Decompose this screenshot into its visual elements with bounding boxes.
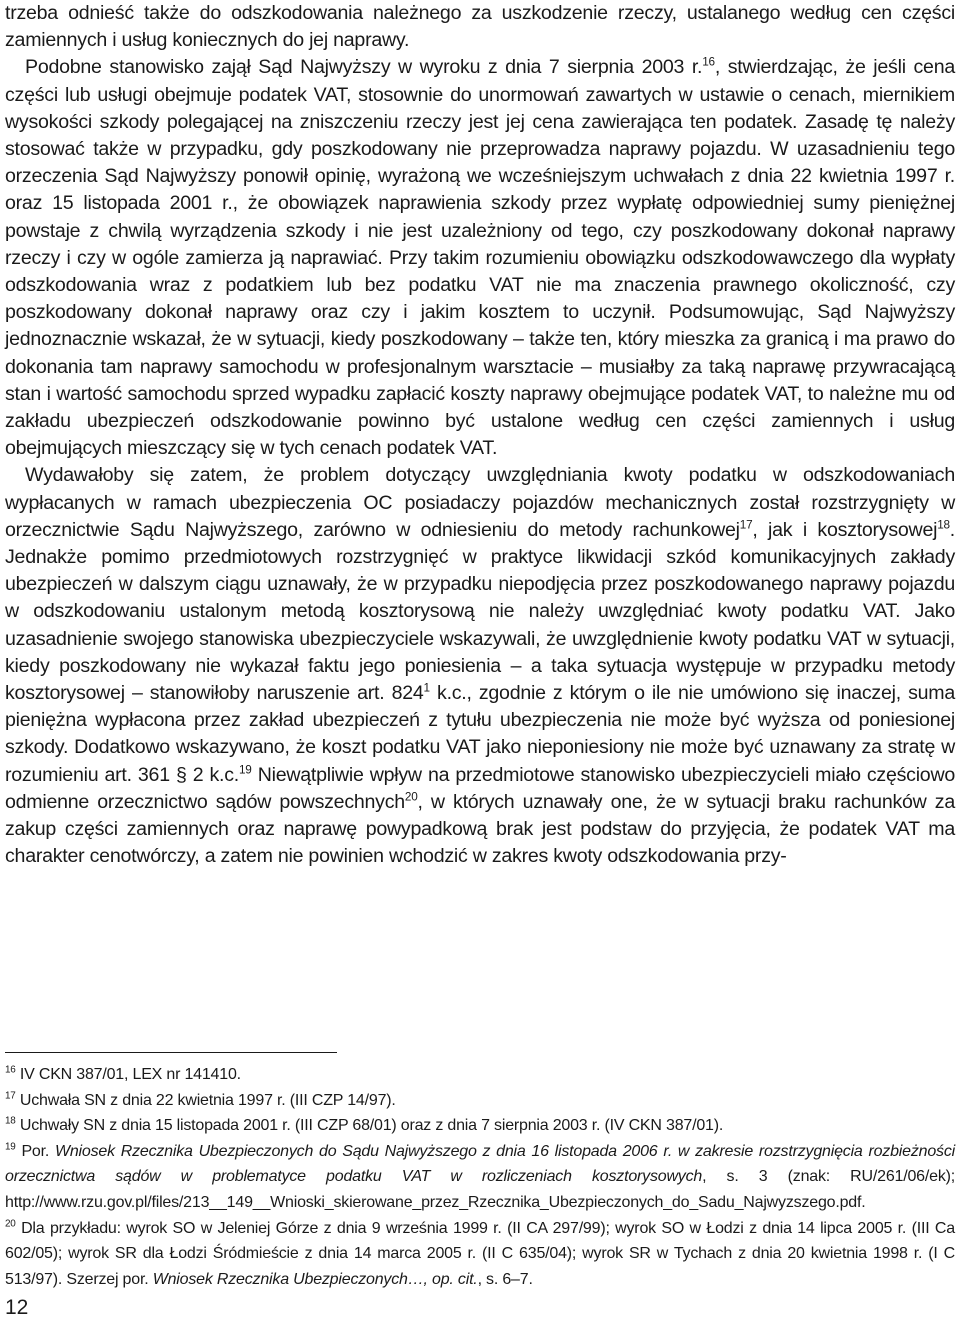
footnote-text: Dla przykładu: wyrok SO w Jeleniej Górze z dnia 9 września 1999 r. (II CA 297/99); wyrok SO w Łodzi z dnia 14 lipca 2005 r. (III Ca 602/05); wyrok SR dla Łodzi Śródmieście z dnia 14 marca 2005 r. (II C 635/04); wyrok SR w Tychach z dnia 20 kwietnia 1998 r. (I C 513/97). Szerzej por. — [5, 1219, 955, 1288]
main-text — [5, 0, 955, 871]
footnote-ref-18[interactable]: 18 — [937, 518, 950, 532]
paragraph-text: , jak i kosztorysowej — [752, 518, 938, 541]
footnote-text: Uchwały SN z dnia 15 listopada 2001 r. (III CZP 68/01) oraz z dnia 7 sierpnia 2003 r. (IV CKN 387/01). — [19, 1117, 724, 1135]
page-number: 12 — [5, 1296, 29, 1319]
footnote-19 — [5, 1139, 955, 1216]
footnote-number: 19 — [5, 1141, 16, 1153]
paragraph-1 — [5, 0, 955, 54]
paragraph-text: k.c., zgodnie z którym o ile nie umówiono się inaczej, suma pieniężna wypłacona przez zakład ubezpieczeń z tytułu ubezpieczenia nie może być wyższa od poniesionej szkody. Dodatkowo wskazywano, że koszt podatku VAT jako nieponiesiony nie może być uznawany za stratę w rozumieniu art. 361 § 2 k.c. — [5, 682, 955, 786]
article-superscript: 1 — [423, 681, 430, 695]
footnote-20 — [5, 1216, 955, 1293]
footnote-text: IV CKN 387/01, LEX nr 141410. — [19, 1066, 241, 1083]
paragraph-3 — [5, 462, 955, 870]
paragraph-text: trzeba odnieść także do odszkodowania należnego za uszkodzenie rzeczy, ustalanego według cen części zamiennych i usług koniecznych do jej naprawy. — [5, 2, 955, 52]
paragraph-2 — [5, 54, 955, 462]
footnote-18 — [5, 1113, 955, 1139]
footnote-title-italic: Wniosek Rzecznika Ubezpieczonych do Sądu Najwyższego z dnia 16 listopada 2006 r. w zakresie rozstrzygnięcia rozbieżności orzecznictwa sądów w problematyce podatku VAT w rozliczeniach kosztorysowych — [5, 1142, 955, 1186]
footnote-16 — [5, 1062, 955, 1088]
footnotes — [5, 1062, 955, 1292]
paragraph-text: , stwierdzając, że jeśli cena części lub usługi obejmuje podatek VAT, stosownie do unormowań zawartych w ustawie o cenach, miernikiem wysokości szkody polegającej na zniszczeniu rzeczy jest jej cena zawierająca ten podatek. Zasadę tę należy stosować także w przypadku, gdy poszkodowany nie przeprowadza naprawy pojazdu. W uzasadnieniu tego orzeczenia Sąd Najwyższy ponowił opinię, wyrażoną we wcześniejszym uchwałach z dnia 22 kwietnia 1997 r. oraz 15 listopada 2001 r., że obowiązek naprawienia szkody przez wypłatę odpowiedniej sumy pieniężnej powstaje z chwilą wyrządzenia szkody i nie jest uzależniony od tego, czy poszkodowany dokonał naprawy rzeczy i czy w ogóle zamierza ją naprawiać. Przy takim rozumieniu obowiązku odszkodowawczego dla wypłaty odszkodowania wraz z podatkiem lub bez podatku VAT nie ma znaczenia prawnego okoliczność, czy poszkodowany dokonał naprawy oraz czy i jakim kosztem to uczynił. Podsumowując, Sąd Najwyższy jednoznacznie wskazał, że w sytuacji, kiedy poszkodowany – także ten, który mieszka za granicą i ma prawo do dokonania tam naprawy samochodu w profesjonalnym warsztacie – musiałby za taką naprawę przywracającą stan i wartość samochodu sprzed wypadku zapłacić koszty naprawy obejmujące podatek VAT, to należne mu od zakładu ubezpieczeń odszkodowanie powinno być ustalone według cen części zamiennych i usług obejmujących mieszczący się w tych cenach podatek VAT. — [5, 56, 955, 460]
page-body — [5, 0, 955, 871]
paragraph-text: , w których uznawały one, że w sytuacji braku rachunków za zakup części zamiennych oraz naprawę powypadkową brak jest podstaw do przyjęcia, że podatek VAT ma charakter cenotwórczy, a zatem nie powinien wchodzić w zakres kwoty odszkodowania przy- — [5, 790, 955, 868]
footnote-text: , s. 6–7. — [477, 1270, 533, 1288]
paragraph-text: Podobne stanowisko zajął Sąd Najwyższy w wyroku z dnia 7 sierpnia 2003 r. — [25, 56, 703, 79]
footnote-ref-17[interactable]: 17 — [739, 518, 753, 532]
footnote-ref-19[interactable]: 19 — [239, 763, 252, 777]
footnote-title-italic: Wniosek Rzecznika Ubezpieczonych…, op. cit. — [152, 1270, 478, 1288]
footnote-number: 17 — [5, 1090, 16, 1102]
footnote-divider — [5, 1052, 337, 1053]
footnote-text: Por. — [21, 1142, 55, 1160]
footnote-number: 16 — [5, 1064, 16, 1076]
footnote-ref-20[interactable]: 20 — [404, 790, 418, 804]
footnote-ref-16[interactable]: 16 — [702, 55, 715, 69]
footnote-text: , s. 3 (znak: RU/261/06/ek); http://www.rzu.gov.pl/files/213__149__Wnioski_skierowane_przez_Rzecznika_Ubezpieczonych_do_Sadu_Najwyzszego.pdf. — [5, 1168, 955, 1211]
footnote-text: Uchwała SN z dnia 22 kwietnia 1997 r. (III CZP 14/97). — [19, 1091, 396, 1109]
footnote-17 — [5, 1088, 955, 1114]
paragraph-text: . Jednakże pomimo przedmiotowych rozstrzygnięć w praktyce likwidacji szkód komunikacyjnych zakłady ubezpieczeń w dalszym ciągu uznawały, że w przypadku niepodjęcia przez poszkodowanego naprawy pojazdu w odszkodowaniu ustalonym metodą kosztorysową nie należy uwzględniać kwoty podatku VAT. Jako uzasadnienie swojego stanowiska ubezpieczyciele wskazywali, że uwzględnienie kwoty podatku VAT w sytuacji, kiedy poszkodowany nie wykazał faktu jego poniesienia – a taka sytuacja występuje w przypadku metody kosztorysowej – stanowiłoby naruszenie art. 824 — [5, 518, 955, 705]
footnote-number: 18 — [5, 1115, 16, 1127]
footnote-number: 20 — [5, 1218, 16, 1230]
paragraph-text: Wydawałoby się zatem, że problem dotyczący uwzględniania kwoty podatku w odszkodowaniach wypłacanych w ramach ubezpieczenia OC posiadaczy pojazdów mechanicznych został rozstrzygnięty w orzecznictwie Sądu Najwyższego, zarówno w odniesieniu do metody rachunkowej — [5, 464, 955, 541]
paragraph-text: Niewątpliwie wpływ na przedmiotowe stanowisko ubezpieczycieli miało częściowo odmienne orzecznictwo sądów powszechnych — [5, 763, 955, 813]
